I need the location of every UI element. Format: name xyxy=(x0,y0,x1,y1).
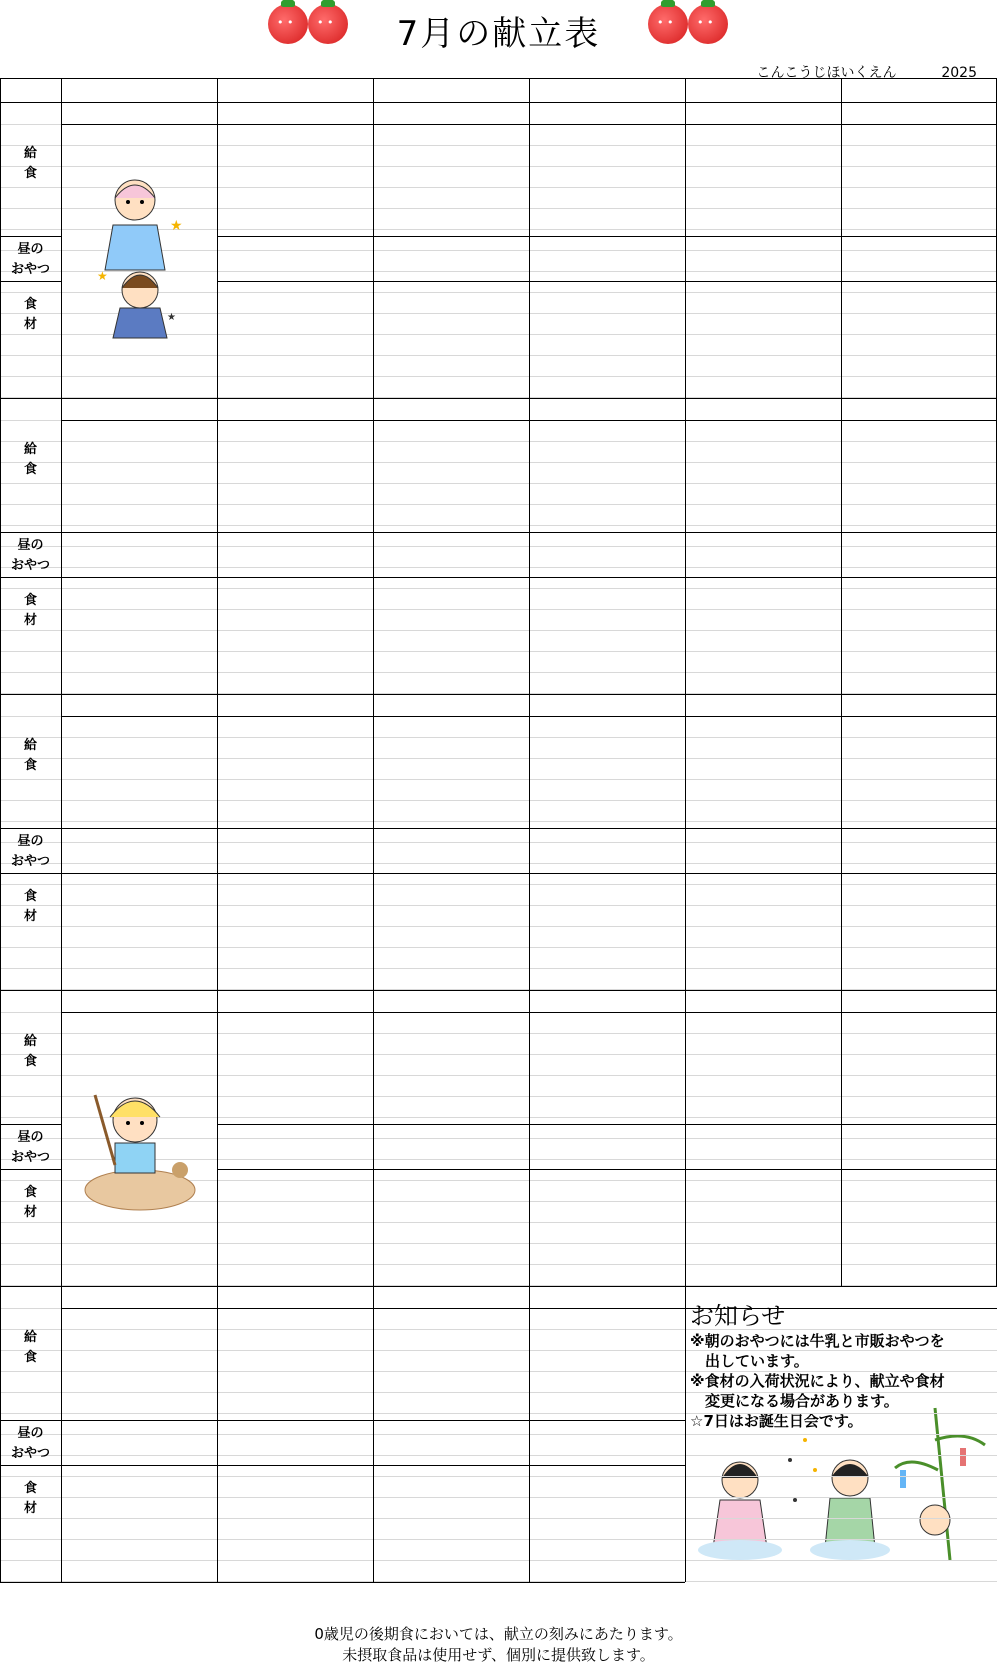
grid-line xyxy=(61,1420,217,1421)
grid-line xyxy=(217,1465,373,1466)
ingredients-label: 食 材 xyxy=(23,297,37,332)
grid-line xyxy=(841,398,842,694)
grid-line xyxy=(61,532,217,533)
grid-line xyxy=(373,990,374,1286)
grid-faint-line xyxy=(0,441,997,442)
grid-line xyxy=(685,577,841,578)
grid-faint-line xyxy=(0,779,997,780)
tomato-icon xyxy=(688,4,728,44)
grid-line xyxy=(0,532,61,533)
nursery-name xyxy=(756,62,977,82)
grid-line xyxy=(841,577,997,578)
grid-faint-line xyxy=(0,1329,997,1330)
grid-line xyxy=(529,577,685,578)
grid-line xyxy=(61,1286,62,1582)
grid-line xyxy=(685,1169,841,1170)
svg-text:★: ★ xyxy=(170,218,183,234)
grid-line xyxy=(217,873,373,874)
grid-line xyxy=(0,990,997,991)
grid-line xyxy=(373,236,529,237)
grid-faint-line xyxy=(0,1455,997,1456)
grid-line xyxy=(841,102,842,398)
grid-line xyxy=(0,694,997,695)
grid-line xyxy=(685,990,686,1286)
grid-faint-line xyxy=(0,145,997,146)
grid-faint-line xyxy=(0,672,997,673)
grid-line xyxy=(61,873,217,874)
grid-line xyxy=(0,1286,997,1287)
grid-faint-line xyxy=(0,355,997,356)
grid-faint-line xyxy=(0,1075,997,1076)
grid-line xyxy=(0,398,997,399)
grid-faint-line xyxy=(0,166,997,167)
grid-line xyxy=(529,532,685,533)
grid-line xyxy=(61,694,62,990)
grid-line xyxy=(529,1124,685,1125)
grid-line xyxy=(0,236,61,237)
grid-faint-line xyxy=(0,1497,997,1498)
grid-line xyxy=(0,78,1,102)
grid-line xyxy=(841,281,997,282)
grid-line xyxy=(373,532,529,533)
grid-faint-line xyxy=(0,462,997,463)
grid-line xyxy=(217,694,218,990)
grid-line xyxy=(373,281,529,282)
grid-line xyxy=(685,1124,841,1125)
notice-line: 出しています。 xyxy=(690,1352,809,1370)
sand-play-kid-illustration xyxy=(80,1085,200,1215)
grid-faint-line xyxy=(0,905,997,906)
grid-line xyxy=(529,828,685,829)
grid-line xyxy=(61,990,62,1286)
grid-line xyxy=(0,281,61,282)
grid-faint-line xyxy=(0,758,997,759)
grid-faint-line xyxy=(0,1413,997,1414)
grid-line xyxy=(529,1169,685,1170)
grid-line xyxy=(0,694,1,990)
grid-line xyxy=(529,990,530,1286)
year-label: 2025 xyxy=(941,65,977,81)
grid-line xyxy=(373,577,529,578)
grid-line xyxy=(217,1169,373,1170)
grid-line xyxy=(61,398,62,694)
grid-faint-line xyxy=(0,947,997,948)
grid-faint-line xyxy=(0,1371,997,1372)
grid-line xyxy=(841,828,997,829)
page-title: 7月の献立表 xyxy=(396,14,601,54)
grid-line xyxy=(529,102,530,398)
grid-faint-line xyxy=(0,968,997,969)
ingredients-label: 食 材 xyxy=(23,593,37,628)
grid-line xyxy=(841,873,997,874)
tanabata-illustration xyxy=(695,1400,995,1560)
grid-faint-line xyxy=(0,1054,997,1055)
grid-line xyxy=(685,532,841,533)
grid-line xyxy=(0,828,61,829)
grid-line xyxy=(685,78,686,102)
grid-faint-line xyxy=(0,1539,997,1540)
grid-faint-line xyxy=(0,1392,997,1393)
grid-line xyxy=(529,236,685,237)
lunch-label: 給 食 xyxy=(23,442,37,477)
grid-line xyxy=(217,1286,218,1582)
grid-faint-line xyxy=(0,1560,997,1561)
grid-faint-line xyxy=(0,609,997,610)
grid-line xyxy=(373,873,529,874)
grid-line xyxy=(685,102,686,398)
tomato-icon xyxy=(648,4,688,44)
footer-line-1: 0歳児の後期食においては、献立の刻みにあたります。 xyxy=(314,1625,683,1643)
grid-line xyxy=(217,532,373,533)
grid-faint-line xyxy=(0,546,997,547)
grid-line xyxy=(529,1286,530,1582)
grid-faint-line xyxy=(0,1350,997,1351)
grid-line xyxy=(529,78,530,102)
grid-line xyxy=(0,1582,685,1583)
grid-faint-line xyxy=(0,525,997,526)
grid-line xyxy=(685,398,686,694)
grid-line xyxy=(529,281,685,282)
grid-line xyxy=(217,828,373,829)
grid-faint-line xyxy=(0,1518,997,1519)
grid-line xyxy=(217,281,373,282)
grid-faint-line xyxy=(0,863,997,864)
grid-line xyxy=(217,1124,373,1125)
grid-line xyxy=(0,990,1,1286)
grid-faint-line xyxy=(0,1243,997,1244)
grid-line xyxy=(841,990,842,1286)
grid-faint-line xyxy=(0,737,997,738)
grid-line xyxy=(373,1420,529,1421)
grid-line xyxy=(685,1286,686,1582)
ingredients-label: 食 材 xyxy=(23,1481,37,1516)
grid-line xyxy=(373,1124,529,1125)
nursery-label: こんこうじほいくえん xyxy=(756,65,897,81)
grid-line xyxy=(217,990,218,1286)
grid-line xyxy=(61,102,62,398)
grid-line xyxy=(61,1465,217,1466)
grid-line xyxy=(61,577,217,578)
grid-faint-line xyxy=(0,1264,997,1265)
grid-line xyxy=(685,694,686,990)
grid-line xyxy=(529,873,685,874)
grid-line xyxy=(841,1169,997,1170)
grid-line xyxy=(61,78,62,102)
grid-line xyxy=(373,828,529,829)
notice-line: ☆7日はお誕生日会です。 xyxy=(690,1412,863,1430)
grid-line xyxy=(841,532,997,533)
ingredients-label: 食 材 xyxy=(23,1185,37,1220)
grid-faint-line xyxy=(0,884,997,885)
grid-faint-line xyxy=(0,1476,997,1477)
grid-faint-line xyxy=(0,1222,997,1223)
grid-line xyxy=(685,236,841,237)
grid-line xyxy=(373,1465,529,1466)
grid-line xyxy=(0,102,1,398)
notice-title: お知らせ xyxy=(690,1302,786,1330)
lunch-label: 給 食 xyxy=(23,1330,37,1365)
svg-text:★: ★ xyxy=(167,312,176,323)
grid-line xyxy=(373,102,374,398)
snack-label: 昼の おやつ xyxy=(10,834,50,869)
snack-label: 昼の おやつ xyxy=(10,1130,50,1165)
grid-line xyxy=(0,78,997,79)
grid-line xyxy=(373,1169,529,1170)
grid-faint-line xyxy=(0,483,997,484)
grid-line xyxy=(841,236,997,237)
grid-faint-line xyxy=(0,926,997,927)
snack-label: 昼の おやつ xyxy=(10,242,50,277)
grid-line xyxy=(841,1124,997,1125)
grid-line xyxy=(685,828,841,829)
grid-line xyxy=(217,398,218,694)
notice-line: 変更になる場合があります。 xyxy=(690,1392,899,1410)
grid-faint-line xyxy=(0,588,997,589)
snack-label: 昼の おやつ xyxy=(10,1426,50,1461)
grid-line xyxy=(0,1465,61,1466)
grid-line xyxy=(373,398,374,694)
grid-line xyxy=(373,78,374,102)
grid-line xyxy=(217,577,373,578)
grid-line xyxy=(529,398,530,694)
grid-line xyxy=(841,694,842,990)
snack-label: 昼の おやつ xyxy=(10,538,50,573)
grid-faint-line xyxy=(0,651,997,652)
grid-faint-line xyxy=(0,1434,997,1435)
grid-line xyxy=(529,1420,685,1421)
grid-line xyxy=(0,873,61,874)
grid-line xyxy=(529,694,530,990)
grid-line xyxy=(373,1286,374,1582)
grid-faint-line xyxy=(0,504,997,505)
grid-line xyxy=(373,694,374,990)
footer-line-2: 未摂取食品は使用せず、個別に提供致します。 xyxy=(342,1646,655,1664)
grid-line xyxy=(217,1420,373,1421)
grid-line xyxy=(217,78,218,102)
ingredients-label: 食 材 xyxy=(23,889,37,924)
grid-line xyxy=(685,281,841,282)
grid-faint-line xyxy=(0,821,997,822)
grid-line xyxy=(217,236,373,237)
notice-line: ※朝のおやつには牛乳と市販おやつを xyxy=(690,1332,945,1350)
grid-line xyxy=(841,78,842,102)
lunch-label: 給 食 xyxy=(23,146,37,181)
grid-line xyxy=(0,102,997,103)
grid-faint-line xyxy=(0,376,997,377)
grid-line xyxy=(685,873,841,874)
grid-faint-line xyxy=(0,567,997,568)
grid-line xyxy=(0,1124,61,1125)
lunch-label: 給 食 xyxy=(23,738,37,773)
svg-text:★: ★ xyxy=(97,269,108,283)
notice-line: ※食材の入荷状況により、献立や食材 xyxy=(690,1372,945,1390)
grid-faint-line xyxy=(0,842,997,843)
grid-line xyxy=(529,1465,685,1466)
grid-line xyxy=(0,577,61,578)
title-row xyxy=(0,0,997,58)
grid-line xyxy=(0,1420,61,1421)
tanabata-kids-illustration xyxy=(95,170,185,340)
lunch-label: 給 食 xyxy=(23,1034,37,1069)
grid-faint-line xyxy=(0,800,997,801)
grid-line xyxy=(0,1286,1,1582)
grid-line xyxy=(217,102,218,398)
grid-line xyxy=(0,398,1,694)
grid-line xyxy=(61,828,217,829)
grid-line xyxy=(0,1169,61,1170)
grid-faint-line xyxy=(0,1033,997,1034)
grid-faint-line xyxy=(0,630,997,631)
